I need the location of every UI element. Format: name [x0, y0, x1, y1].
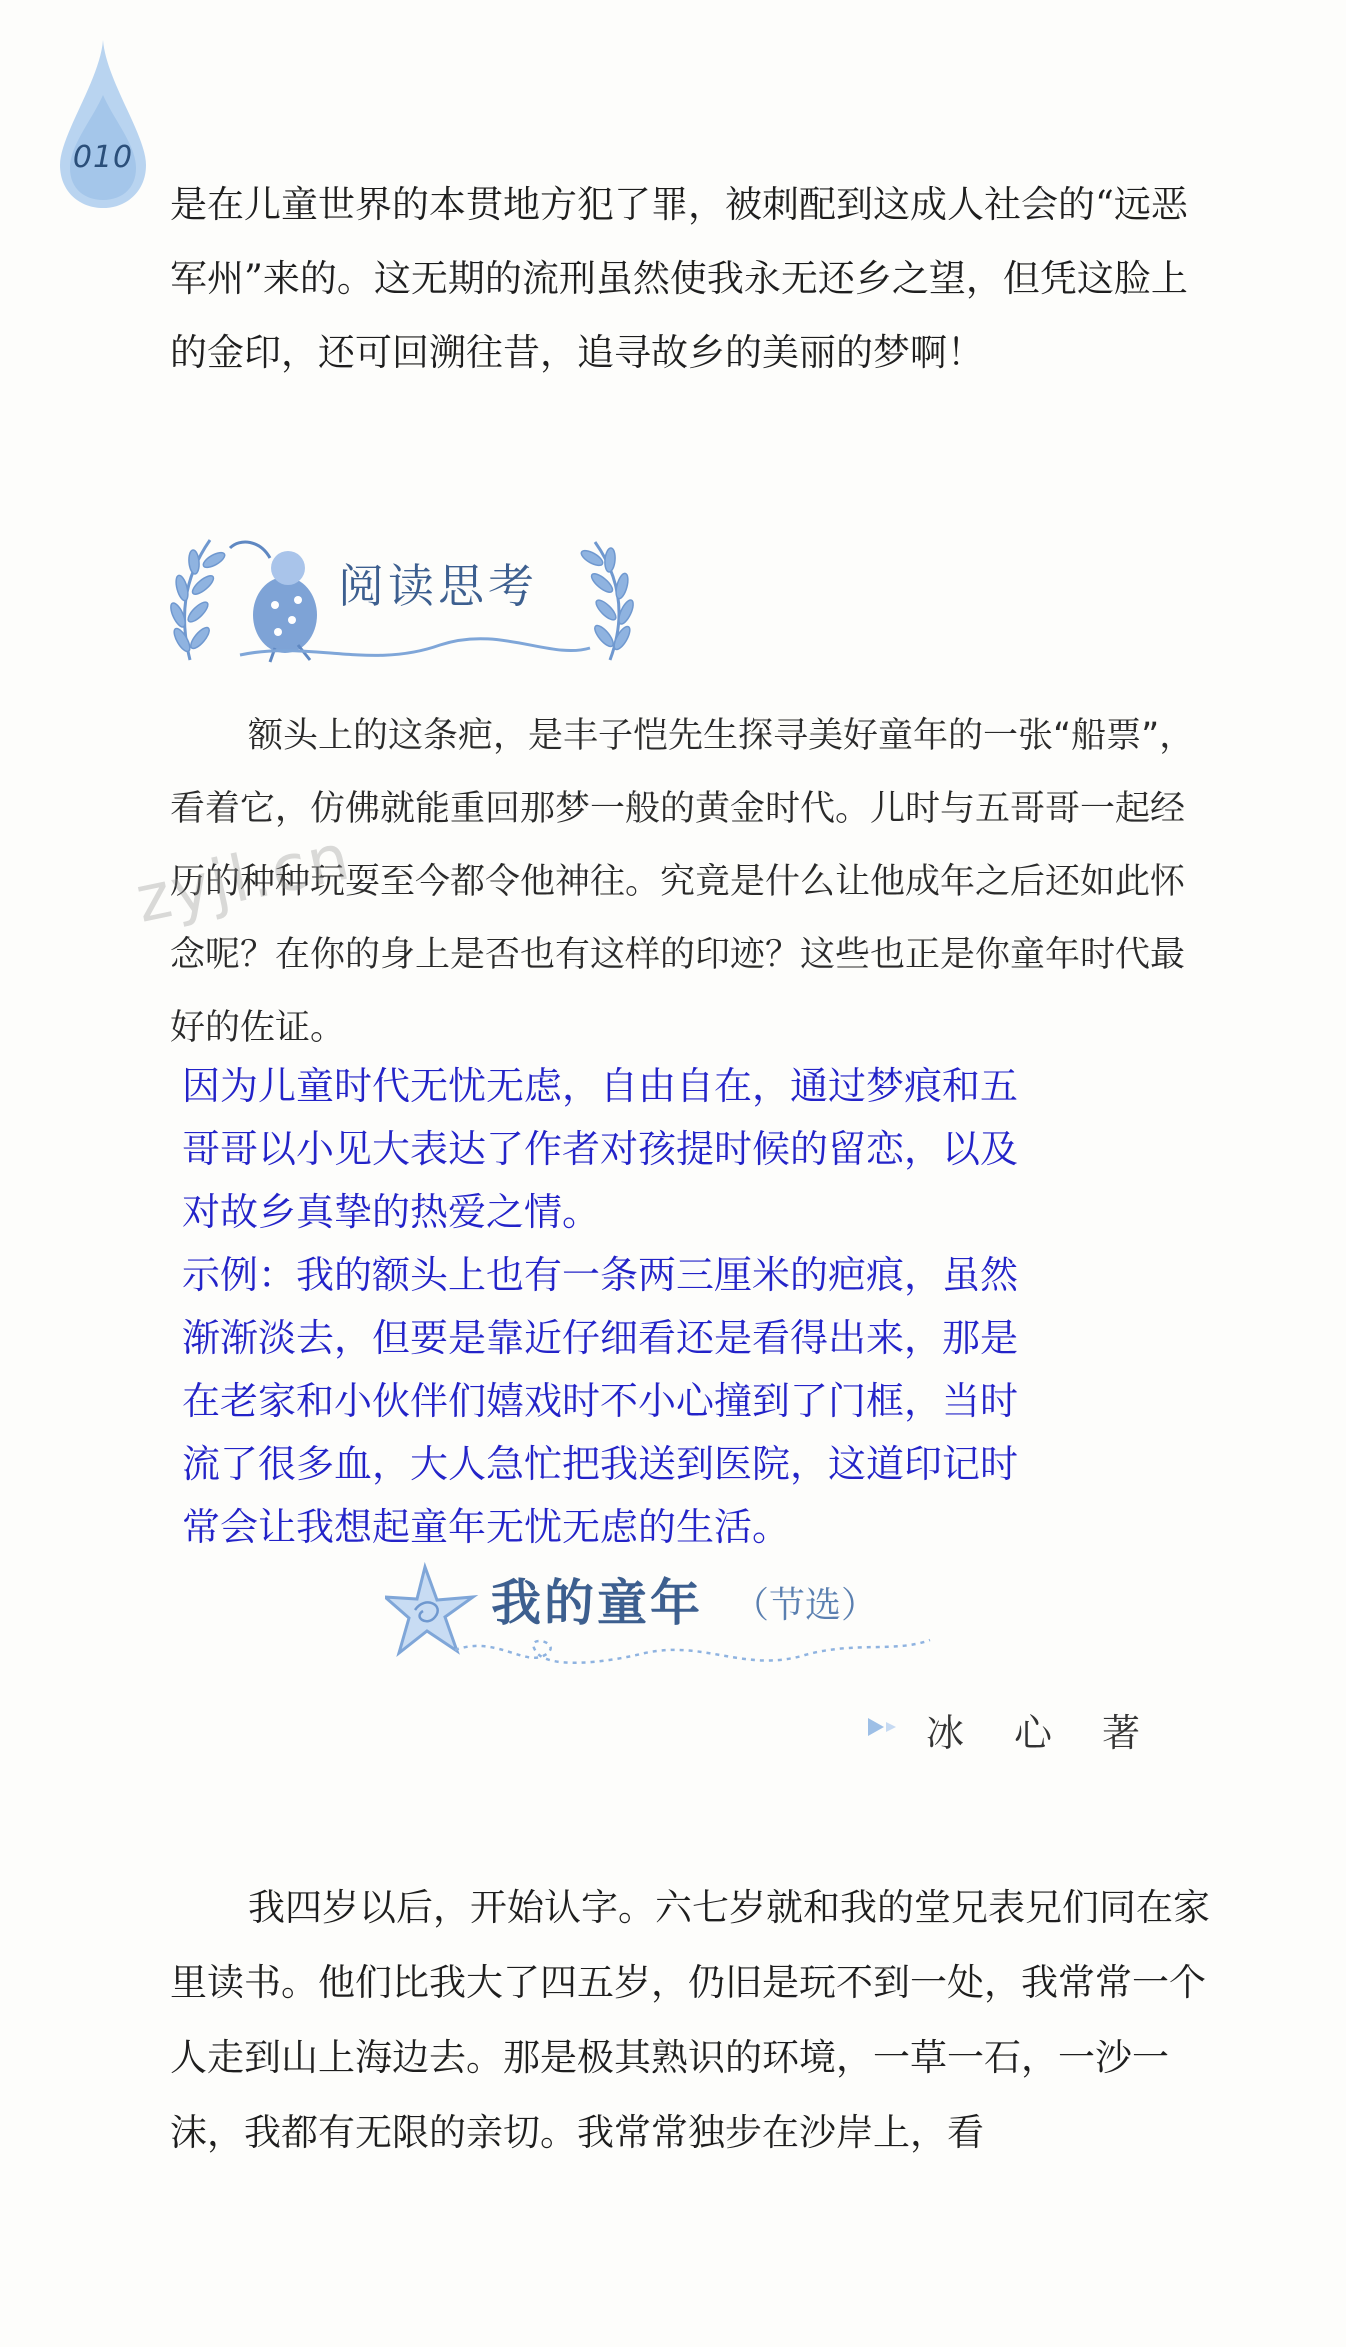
- article-paragraph: 我四岁以后，开始认字。六七岁就和我的堂兄表兄们同在家里读书。他们比我大了四五岁，仍旧是玩不到一处，我常常一个人走到山上海边去。那是极其熟识的环境，一草一石，一沙一沫，我都有无限的亲切。我常常独步在沙岸上，看: [170, 1886, 1210, 2154]
- triangle-arrow-icon: [866, 1716, 906, 1738]
- page-number-badge: [58, 40, 148, 210]
- answer-line: 渐渐淡去，但要是靠近仔细看还是看得出来，那是: [182, 1316, 1019, 1360]
- article-author: 冰 心 著: [926, 1711, 1147, 1755]
- article-title-banner: [385, 1555, 945, 1685]
- answer-line: 常会让我想起童年无忧无虑的生活。: [182, 1505, 791, 1549]
- article-title: 我的童年: [491, 1574, 703, 1632]
- answer-line: 示例：我的额头上也有一条两三厘米的疤痕，虽然: [182, 1253, 1019, 1297]
- watermark: zyjl.cn: [129, 820, 358, 938]
- answer-line: 哥哥以小见大表达了作者对孩提时候的留恋，以及: [182, 1127, 1019, 1171]
- reading-section-title: 阅读思考: [338, 559, 538, 613]
- answer-block: [182, 1055, 1192, 1559]
- answer-line: 在老家和小伙伴们嬉戏时不小心撞到了门框，当时: [182, 1379, 1019, 1423]
- reading-banner: [170, 520, 640, 670]
- water-drop-icon: [58, 40, 148, 210]
- article-subtitle: （节选）: [733, 1585, 878, 1626]
- answer-line: 对故乡真挚的热爱之情。: [182, 1190, 601, 1234]
- reading-paragraph: 额头上的这条疤，是丰子恺先生探寻美好童年的一张“船票”，看着它，仿佛就能重回那梦一般的黄金时代。儿时与五哥哥一起经历的种种玩耍至今都令他神往。究竟是什么让他成年之后还如此怀念呢？在你的身上是否也有这样的印迹？这些也正是你童年时代最好的佐证。: [170, 716, 1195, 1048]
- page-number: 010: [72, 140, 134, 175]
- answer-line: 因为儿童时代无忧无虑，自由自在，通过梦痕和五: [182, 1064, 1019, 1108]
- answer-line: 流了很多血，大人急忙把我送到医院，这道印记时: [182, 1442, 1019, 1486]
- intro-paragraph: 是在儿童世界的本贯地方犯了罪，被刺配到这成人社会的“远恶军州”来的。这无期的流刑虽然使我永无还乡之望，但凭这脸上的金印，还可回溯往昔，追寻故乡的美丽的梦啊！: [170, 183, 1188, 374]
